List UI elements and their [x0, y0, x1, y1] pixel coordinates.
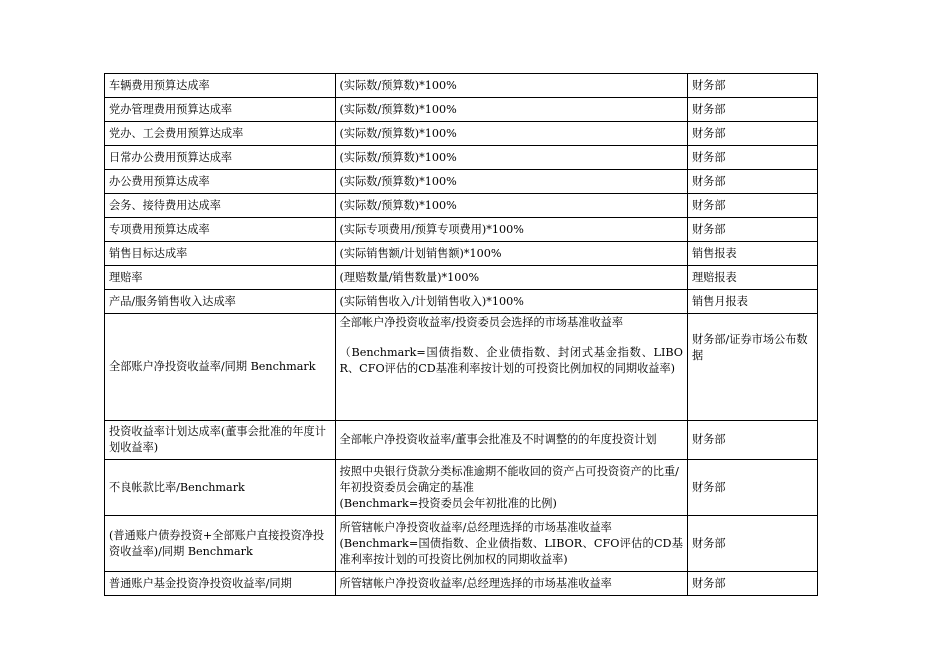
table-row: [105, 516, 818, 572]
kpi-name-cell: 全部账户净投资收益率/同期 Benchmark: [105, 314, 336, 421]
kpi-source-cell: 财务部: [687, 460, 817, 516]
kpi-name-cell: (普通账户债券投资+全部账户直接投资净投资收益率)/同期 Benchmark: [105, 516, 336, 572]
table-row: [105, 98, 818, 122]
kpi-table: [104, 73, 818, 596]
formula-benchmark-note: （Benchmark=国债指数、企业债指数、封闭式基金指数、LIBOR、CFO评估的CD基准利率按计划的可投资比例加权的同期收益率): [339, 346, 683, 375]
kpi-source-cell: 财务部: [687, 218, 817, 242]
kpi-formula-cell: (实际销售收入/计划销售收入)*100%: [335, 290, 687, 314]
table-row: [105, 266, 818, 290]
formula-benchmark-note: (Benchmark=国债指数、企业债指数、LIBOR、CFO评估的CD基准利率按计划的可投资比例加权的同期收益率): [339, 536, 683, 566]
kpi-name-cell: 产品/服务销售收入达成率: [105, 290, 336, 314]
kpi-source-cell: 财务部: [687, 170, 817, 194]
kpi-name-cell: 党办管理费用预算达成率: [105, 98, 336, 122]
table-row: [105, 74, 818, 98]
table-row: [105, 242, 818, 266]
table-row: [105, 218, 818, 242]
kpi-name-cell: 办公费用预算达成率: [105, 170, 336, 194]
kpi-name-cell: 专项费用预算达成率: [105, 218, 336, 242]
kpi-formula-cell: (实际数/预算数)*100%: [335, 146, 687, 170]
kpi-source-cell: 销售报表: [687, 242, 817, 266]
kpi-formula-cell: [335, 516, 687, 572]
kpi-source-cell: 财务部: [687, 194, 817, 218]
kpi-source-cell: 财务部: [687, 572, 817, 596]
kpi-formula-cell: (理赔数量/销售数量)*100%: [335, 266, 687, 290]
kpi-formula-cell: (实际专项费用/预算专项费用)*100%: [335, 218, 687, 242]
table-row: [105, 572, 818, 596]
kpi-source-cell: 财务部: [687, 122, 817, 146]
kpi-source-cell: 财务部: [687, 146, 817, 170]
kpi-formula-cell: 所管辖帐户净投资收益率/总经理选择的市场基准收益率: [335, 572, 687, 596]
kpi-formula-cell: (实际销售额/计划销售额)*100%: [335, 242, 687, 266]
kpi-source-cell: 财务部: [687, 74, 817, 98]
kpi-formula-cell: (实际数/预算数)*100%: [335, 98, 687, 122]
kpi-name-cell: 党办、工会费用预算达成率: [105, 122, 336, 146]
kpi-source-cell: 财务部/证券市场公布数据: [687, 314, 817, 421]
formula-spacer: [340, 331, 683, 345]
formula-main-text: 所管辖帐户净投资收益率/总经理选择的市场基准收益率: [339, 520, 612, 534]
kpi-name-cell: 不良帐款比率/Benchmark: [105, 460, 336, 516]
kpi-formula-cell: (实际数/预算数)*100%: [335, 122, 687, 146]
table-row: [105, 170, 818, 194]
kpi-formula-cell: 全部帐户净投资收益率/董事会批准及不时调整的的年度投资计划: [335, 421, 687, 460]
kpi-source-cell: 财务部: [687, 98, 817, 122]
kpi-formula-cell: (实际数/预算数)*100%: [335, 194, 687, 218]
kpi-name-cell: 投资收益率计划达成率(董事会批准的年度计划收益率): [105, 421, 336, 460]
table-row: [105, 194, 818, 218]
kpi-source-cell: 理赔报表: [687, 266, 817, 290]
kpi-name-cell: 理赔率: [105, 266, 336, 290]
kpi-name-cell: 会务、接待费用达成率: [105, 194, 336, 218]
formula-main-text: 按照中央银行贷款分类标准逾期不能收回的资产占可投资资产的比重/年初投资委员会确定的基准: [339, 464, 679, 494]
kpi-name-cell: 销售目标达成率: [105, 242, 336, 266]
kpi-source-cell: 财务部: [687, 421, 817, 460]
table-row: [105, 460, 818, 516]
table-row: [105, 421, 818, 460]
kpi-name-cell: 日常办公费用预算达成率: [105, 146, 336, 170]
kpi-formula-cell: [335, 314, 687, 421]
formula-benchmark-note: (Benchmark=投资委员会年初批准的比例): [339, 496, 557, 510]
kpi-formula-cell: (实际数/预算数)*100%: [335, 74, 687, 98]
table-row: [105, 146, 818, 170]
kpi-formula-cell: [335, 460, 687, 516]
kpi-source-cell: 财务部: [687, 516, 817, 572]
table-row: [105, 122, 818, 146]
kpi-name-cell: 普通账户基金投资净投资收益率/同期: [105, 572, 336, 596]
kpi-source-cell: 销售月报表: [687, 290, 817, 314]
kpi-formula-cell: (实际数/预算数)*100%: [335, 170, 687, 194]
kpi-name-cell: 车辆费用预算达成率: [105, 74, 336, 98]
formula-main-text: 全部帐户净投资收益率/投资委员会选择的市场基准收益率: [339, 316, 624, 329]
table-row: [105, 290, 818, 314]
table-row: [105, 314, 818, 421]
